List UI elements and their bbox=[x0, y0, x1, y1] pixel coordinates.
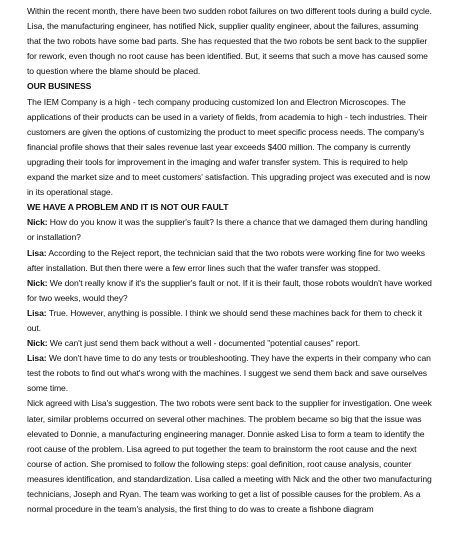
problem-heading: WE HAVE A PROBLEM AND IT IS NOT OUR FAULT bbox=[27, 202, 229, 213]
dialogue-text: True. However, anything is possible. I think we should send these machines back for them to check it out. bbox=[27, 307, 422, 333]
dialogue-text: According to the Reject report, the technician said that the two robots were working fine for two weeks after installation. But then there were a few error lines such that the wafer transfer was stopped. bbox=[27, 247, 425, 273]
dialogue-line bbox=[27, 276, 434, 306]
closing-paragraph: Nick agreed with Lisa's suggestion. The two robots were sent back to the supplier for investigation. One week later, similar problems occurred on several other machines. The problem became so big that the issue was elevated to Donnie, a manufacturing engineering manager. Donnie asked Lisa to form a team to identify the root cause of the problem. Lisa agreed to put together the team to brainstorm the root cause and the next course of action. She promised to follow the following steps: goal definition, root cause analysis, counter measures identification, and standardization. Lisa called a meeting with Nick and the other two manufacturing technicians, Joseph and Ryan. The team was working to get a list of possible causes for the problem. As a normal procedure in the team's analysis, the first thing to do was to create a fishbone diagram bbox=[27, 398, 432, 515]
dialogue bbox=[27, 215, 434, 396]
speaker-label: Lisa: bbox=[27, 307, 47, 318]
speaker-label: Nick: bbox=[27, 338, 48, 349]
dialogue-line bbox=[27, 246, 434, 276]
intro-paragraph: Within the recent month, there have been two sudden robot failures on two different tools during a build cycle. Lisa, the manufacturing engineer, has notified Nick, supplier quality engineer, about the failures, assuming that the two robots have some bad parts. She has requested that the two robots be sent back to the supplier for rework, even though no root cause has been identified. But, it seems that such a move has caused some to question where the blame should be placed. bbox=[27, 6, 432, 77]
speaker-label: Nick: bbox=[27, 217, 48, 228]
dialogue-line bbox=[27, 306, 434, 336]
speaker-label: Lisa: bbox=[27, 247, 47, 258]
speaker-label: Lisa: bbox=[27, 353, 47, 364]
dialogue-text: We don't have time to do any tests or troubleshooting. They have the experts in their company who can test the robots to find out what's wrong with the machines. I suggest we send them back and save ourselves some time. bbox=[27, 353, 431, 394]
dialogue-line bbox=[27, 215, 434, 245]
dialogue-line bbox=[27, 351, 434, 396]
dialogue-text: We can't just send them back without a well - documented "potential causes" report. bbox=[47, 338, 361, 349]
speaker-label: Nick: bbox=[27, 277, 48, 288]
business-paragraph: The IEM Company is a high - tech company producing customized Ion and Electron Microscopes. The applications of their products can be used in a variety of fields, from academia to high - tech industries. Their customers are given the options of customizing the product to meet specific process needs. The company's financial profile shows that their sales revenue last year exceeds $400 million. The company is currently upgrading their tools for improvement in the imaging and wafer transfer system. This is required to help expand the market size and to meet customers' satisfaction. This upgrading project was executed and is now in its operational stage. bbox=[27, 96, 431, 198]
business-heading: OUR BUSINESS bbox=[27, 81, 92, 92]
dialogue-text: How do you know it was the supplier's fault? Is there a chance that we damaged them during handling or installation? bbox=[27, 217, 428, 243]
dialogue-line bbox=[27, 336, 434, 351]
dialogue-text: We don't really know if it's the supplier's fault or not. If it is their fault, those robots wouldn't have worked for two weeks, would they? bbox=[27, 277, 432, 303]
